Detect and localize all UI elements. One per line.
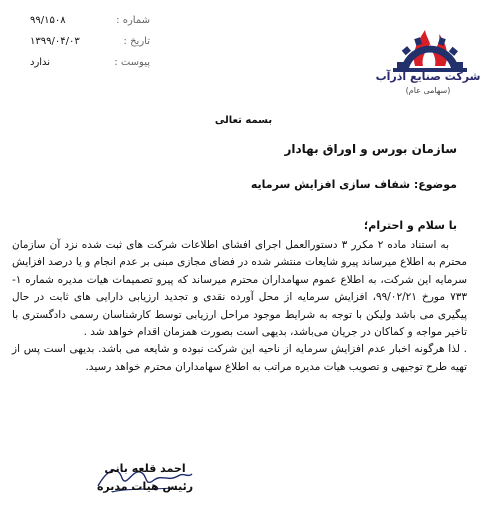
date-label: تاریخ :	[123, 36, 150, 47]
date-value: ۱۳۹۹/۰۴/۰۳	[30, 36, 80, 47]
attachment-label: پیوست :	[114, 57, 150, 68]
letter-number-row	[30, 15, 150, 29]
company-name: شرکت صنایع آذرآب	[375, 70, 481, 83]
paragraph-2: . لذا هرگونه اخبار عدم افزایش سرمایه از ناحیه این شرکت نبوده و شایعه می باشد. بدیهی است پس از تهیه طرح توجیهی و تصویب هیات مدیره مراتب به اطلاع سهامداران محترم خواهد رسید.	[12, 343, 467, 373]
letter-body	[12, 237, 467, 376]
attachment-value: ندارد	[30, 57, 51, 68]
greeting: با سلام و احترام؛	[363, 219, 457, 232]
letter-attachment-row	[30, 57, 150, 71]
company-type: (سهامی عام)	[405, 86, 451, 95]
recipient: سازمان بورس و اوراق بهادار	[284, 142, 457, 156]
number-value: ۹۹/۱۵۰۸	[30, 15, 66, 26]
signer-name: احمد قلعه بانی	[104, 462, 186, 475]
paragraph-1: به استناد ماده ۲ مکرر ۳ دستورالعمل اجرای افشای اطلاعات شرکت های ثبت شده نزد آن سازمان محترم به اطلاع میرساند پیرو شایعات منتشر شده در فضای مجازی مبنی بر عدم انجام و یا درصد افزایش سرمایه این شرکت، به اطلاع عموم سهامداران محترم میرساند که پیرو تصمیمات هیات مدیره شماره ۱- ۷۳۳ مورخ ۹۹/۰۲/۲۱، افزایش سرمایه از محل آورده نقدی و تجدید ارزیابی دارایی های ثابت در حال پیگیری می باشد ولیکن با توجه به شرایط موجود مراحل ارزیابی توسط کارشناسان رسمی دادگستری با تاخیر مواجه و کماکان در جریان می‌باشد، بدیهی است بصورت همزمان اقدام خواهد شد .	[12, 239, 467, 339]
basmala: بسمه تعالی	[214, 115, 273, 126]
letter-date-row	[30, 36, 150, 50]
number-label: شماره :	[116, 15, 150, 26]
subject-line: موضوع: شفاف سازی افزایش سرمایه	[250, 178, 457, 191]
signer-title: رئیس هیات مدیره	[96, 480, 194, 493]
